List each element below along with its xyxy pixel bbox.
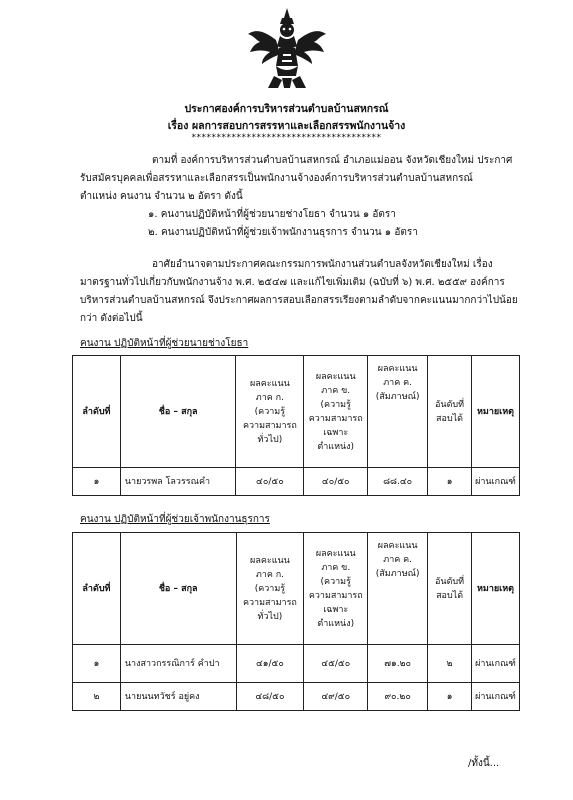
score-a-desc: ทั่วไป) xyxy=(257,434,283,445)
score-a-desc: ความสามารถ xyxy=(242,597,297,608)
table-row xyxy=(73,683,520,711)
results-table-1 xyxy=(72,355,520,496)
col-header-remark: หมายเหตุ xyxy=(472,356,520,468)
score-b-desc: (ความรู้ xyxy=(320,399,351,410)
cell-score-a: ๔๐/๕๐ xyxy=(236,468,304,496)
score-a-desc: ความสามารถ xyxy=(242,420,297,431)
score-b-desc: ความสามารถ xyxy=(308,413,363,424)
cell-name: นายวรพล โลวรรณคำ xyxy=(120,468,236,496)
col-header-name: ชื่อ – สกุล xyxy=(120,533,236,645)
section1-title: คนงาน ปฏิบัติหน้าที่ผู้ช่วยนายช่างโยธา xyxy=(80,338,249,349)
score-a-label: ผลคะแนน xyxy=(250,378,290,389)
garuda-emblem-icon xyxy=(246,6,328,92)
section2-title: คนงาน ปฏิบัติหน้าที่ผู้ช่วยเจ้าพนักงานธุรการ xyxy=(80,514,270,525)
intro-line-1: ตามที่ องค์การบริหารส่วนตำบลบ้านสหกรณ์ อำเภอแม่ออน จังหวัดเชียงใหม่ ประกาศ xyxy=(152,155,513,166)
cell-rank: ๒ xyxy=(428,645,472,683)
score-c-part: ภาค ค. xyxy=(383,555,413,565)
col-header-score-c xyxy=(368,356,428,468)
score-a-part: ภาค ก. xyxy=(255,392,284,403)
rank-label: สอบได้ xyxy=(436,413,464,424)
score-b-desc: (ความรู้ xyxy=(320,576,351,587)
score-a-desc: ทั่วไป) xyxy=(257,611,283,622)
authority-line-4: กว่า ดังต่อไปนี้ xyxy=(80,313,143,324)
cell-name: นายนนทวัชร์ อยู่คง xyxy=(120,683,236,711)
cell-score-b: ๔๐/๕๐ xyxy=(304,468,368,496)
score-c-desc: (สัมภาษณ์) xyxy=(375,569,420,579)
score-c-part: ภาค ค. xyxy=(383,378,412,388)
score-b-label: ผลคะแนน xyxy=(315,548,356,559)
score-a-desc: (ความรู้ xyxy=(254,406,286,417)
score-b-part: ภาค ข. xyxy=(321,562,351,573)
col-header-score-b xyxy=(304,533,368,645)
announcement-subject: เรื่อง ผลการสอบการสรรหาและเลือกสรรพนักงานจ้าง xyxy=(167,120,406,132)
table-header-row xyxy=(73,533,520,645)
cell-remark: ผ่านเกณฑ์ xyxy=(472,645,520,683)
cell-no: ๑ xyxy=(73,645,121,683)
col-header-remark: หมายเหตุ xyxy=(472,533,520,645)
col-header-no: ลำดับที่ xyxy=(73,533,121,645)
col-header-score-a xyxy=(236,356,304,468)
position-item-2: ๒. คนงานปฏิบัติหน้าที่ผู้ช่วยเจ้าพนักงานธุรการ จำนวน ๑ อัตรา xyxy=(148,227,418,238)
intro-line-3: ตำแหน่ง คนงาน จำนวน ๒ อัตรา ดังนี้ xyxy=(80,191,243,202)
rank-label: อันดับที่ xyxy=(435,576,465,587)
cell-score-b: ๔๙/๕๐ xyxy=(304,683,368,711)
results-table-2 xyxy=(72,532,520,711)
score-c-label: ผลคะแนน xyxy=(377,541,418,551)
score-a-desc: (ความรู้ xyxy=(254,583,286,594)
authority-line-3: บริหารส่วนตำบลบ้านสหกรณ์ จึงประกาศผลการสอบเลือกสรรเรียงตามลำดับจากคะแนนมากกว่าไปน้อย xyxy=(80,295,518,306)
continued-note: /ทั้งนี้... xyxy=(468,758,500,769)
authority-line-2: มาตรฐานทั่วไปเกี่ยวกับพนักงานจ้าง พ.ศ. ๒๕๔๗ และแก้ไขเพิ่มเติม (ฉบับที่ ๖) พ.ศ. ๒๕๕๙ องค์การ xyxy=(80,277,505,288)
intro-line-2: รับสมัครบุคคลเพื่อสรรหาและเลือกสรรเป็นพนักงานจ้างองค์การบริหารส่วนตำบลบ้านสหกรณ์ xyxy=(80,173,473,184)
score-c-label: ผลคะแนน xyxy=(377,364,418,374)
score-b-part: ภาค ข. xyxy=(321,385,351,396)
table-header-row xyxy=(73,356,520,468)
col-header-name: ชื่อ – สกุล xyxy=(120,356,236,468)
cell-rank: ๑ xyxy=(428,468,472,496)
position-item-1: ๑. คนงานปฏิบัติหน้าที่ผู้ช่วยนายช่างโยธา จำนวน ๑ อัตรา xyxy=(148,209,396,220)
cell-remark: ผ่านเกณฑ์ xyxy=(472,468,520,496)
score-b-desc: ตำแหน่ง) xyxy=(317,618,355,629)
announcement-title: ประกาศองค์การบริหารส่วนตำบลบ้านสหกรณ์ xyxy=(184,103,389,115)
score-b-desc: เฉพาะ xyxy=(323,427,349,438)
cell-score-c: ๗๑.๒๐ xyxy=(368,645,428,683)
score-a-part: ภาค ก. xyxy=(255,569,285,580)
rank-label: อันดับที่ xyxy=(435,399,465,410)
table-row xyxy=(73,645,520,683)
cell-name: นางสาวกรรณิการ์ คำปา xyxy=(120,645,236,683)
col-header-rank xyxy=(428,533,472,645)
score-b-desc: ตำแหน่ง) xyxy=(317,441,355,452)
rank-label: สอบได้ xyxy=(436,590,464,601)
score-b-desc: ความสามารถ xyxy=(308,590,363,601)
col-header-score-a xyxy=(236,533,304,645)
cell-rank: ๑ xyxy=(428,683,472,711)
cell-score-a: ๔๑/๕๐ xyxy=(236,645,304,683)
score-b-desc: เฉพาะ xyxy=(323,604,349,615)
score-c-desc: (สัมภาษณ์) xyxy=(375,392,420,402)
col-header-score-c xyxy=(368,533,428,645)
table-row xyxy=(73,468,520,496)
cell-no: ๑ xyxy=(73,468,121,496)
score-a-label: ผลคะแนน xyxy=(250,555,290,566)
cell-score-a: ๔๘/๕๐ xyxy=(236,683,304,711)
cell-no: ๒ xyxy=(73,683,121,711)
cell-score-c: ๘๘.๔๐ xyxy=(368,468,428,496)
col-header-no: ลำดับที่ xyxy=(73,356,121,468)
col-header-score-b xyxy=(304,356,368,468)
score-b-label: ผลคะแนน xyxy=(315,371,356,382)
cell-score-c: ๙๐.๒๐ xyxy=(368,683,428,711)
cell-remark: ผ่านเกณฑ์ xyxy=(472,683,520,711)
star-divider: ************************************** xyxy=(191,133,382,143)
cell-score-b: ๔๕/๕๐ xyxy=(304,645,368,683)
col-header-rank xyxy=(428,356,472,468)
authority-line-1: อาศัยอำนาจตามประกาศคณะกรรมการพนักงานส่วนตำบลจังหวัดเชียงใหม่ เรื่อง xyxy=(152,259,493,270)
